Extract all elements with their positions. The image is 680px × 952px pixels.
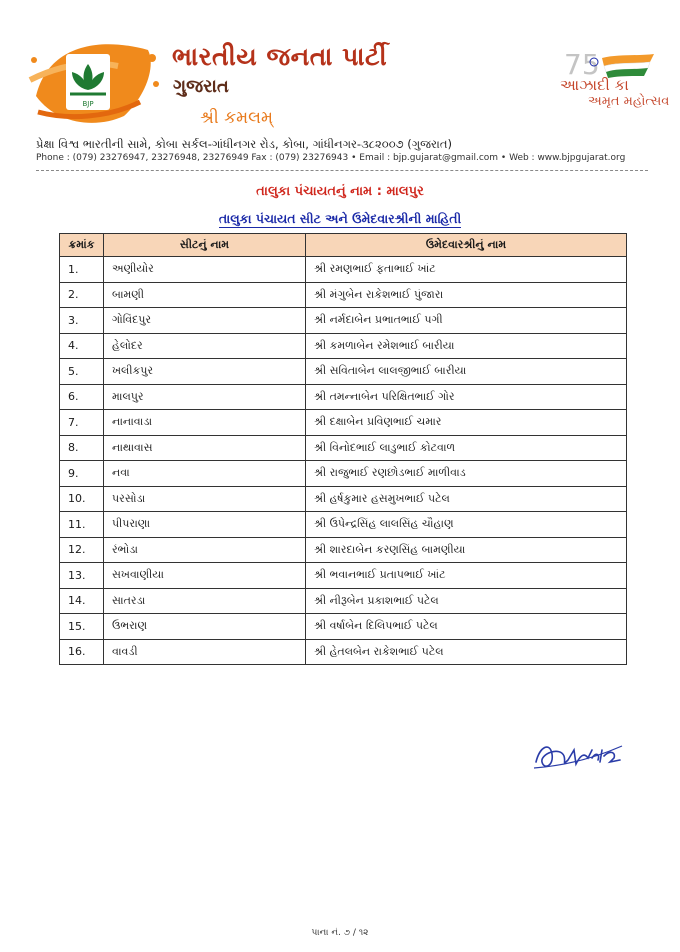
seat-name-cell: નાથાવાસ [104,435,306,461]
organization-name: ભારતીય જનતા પાર્ટી [172,42,388,71]
candidate-name-cell: શ્રી હર્ષકુમાર હસમુખભાઈ પટેલ [306,486,627,512]
table-row [60,486,627,512]
candidate-name-cell: શ્રી તમન્નાબેન પરિક્ષિતભાઈ ગોર [306,384,627,410]
table-row [60,639,627,665]
candidate-name-cell: શ્રી રાજુભાઈ રણછોડભાઈ માળીવાડ [306,461,627,487]
table-row [60,435,627,461]
seat-name-cell: સખવાણીયા [104,563,306,589]
seat-name-cell: વાવડી [104,639,306,665]
office-address: પ્રેક્ષા વિશ્વ ભારતીની સામે, કોબા સર્કલ-ગાંધીનગર રોડ, કોબા, ગાંધીનગર-૩૮૨૦૦૭ (ગુજરાત) [36,137,452,151]
table-row [60,359,627,385]
seat-name-cell: હેલોદર [104,333,306,359]
office-name: શ્રી કમલમ્ [200,108,273,128]
candidate-name-cell: શ્રી નર્મદાબેન પ્રભાતભાઈ પગી [306,308,627,334]
table-row [60,257,627,283]
table-row [60,537,627,563]
candidate-name-cell: શ્રી કમળાબેન રમેશભાઈ બારીયા [306,333,627,359]
table-row [60,512,627,538]
serial-cell: 5. [60,359,104,385]
azadi-line-2: અમૃત મહોત્સવ [588,94,670,109]
table-row [60,614,627,640]
serial-cell: 4. [60,333,104,359]
serial-cell: 1. [60,257,104,283]
table-row [60,588,627,614]
candidate-name-cell: શ્રી નીરૂબેન પ્રકાશભાઈ પટેલ [306,588,627,614]
column-header-seat: સીટનું નામ [104,234,306,257]
seat-name-cell: નાનાવાડા [104,410,306,436]
serial-cell: 15. [60,614,104,640]
serial-cell: 11. [60,512,104,538]
document-subtitle [0,211,680,227]
seat-name-cell: માલપુર [104,384,306,410]
seat-name-cell: પીપરાણા [104,512,306,538]
candidate-table [59,233,627,665]
candidate-name-cell: શ્રી મંગુબેન રાકેશભાઈ પુંજારા [306,282,627,308]
azadi-line-1: આઝાદી કા [560,76,629,94]
seat-name-cell: ગોવિંદપુર [104,308,306,334]
serial-cell: 9. [60,461,104,487]
document-title: તાલુકા પંચાયતનું નામ : માલપુર [256,184,424,199]
candidate-name-cell: શ્રી ભવાનભાઈ પ્રતાપભાઈ ખાંટ [306,563,627,589]
page-number: પાના નં. ૭ / ૧૨ [311,928,369,938]
table-row [60,333,627,359]
serial-cell: 2. [60,282,104,308]
column-header-candidate: ઉમેદવારશ્રીનું નામ [306,234,627,257]
candidate-name-cell: શ્રી હેતલબેન રાકેશભાઈ પટેલ [306,639,627,665]
svg-text:BJP: BJP [82,100,94,108]
table-row [60,282,627,308]
seat-name-cell: અણીયોર [104,257,306,283]
table-row [60,461,627,487]
header-divider [36,170,648,172]
serial-cell: 14. [60,588,104,614]
bjp-lotus-logo [28,36,160,130]
serial-cell: 12. [60,537,104,563]
contact-details: Phone : (079) 23276947, 23276948, 23276949 Fax : (079) 23276943 • Email : bjp.gujarat@gmail.com • Web : www.bjpgujarat.org [36,153,626,163]
seat-name-cell: પરસોડા [104,486,306,512]
seat-name-cell: રંભોડા [104,537,306,563]
candidate-name-cell: શ્રી વર્ષાબેન દિલિપભાઈ પટેલ [306,614,627,640]
seat-name-cell: ઉભરાણ [104,614,306,640]
letterhead [0,0,680,170]
candidate-name-cell: શ્રી વિનોદભાઈ લાડુભાઈ કોટવાળ [306,435,627,461]
state-name: ગુજરાત [173,76,229,97]
candidate-name-cell: શ્રી સવિતાબેન લાલજીભાઈ બારીયા [306,359,627,385]
table-row [60,563,627,589]
table-row [60,410,627,436]
seat-name-cell: ખલીકપુર [104,359,306,385]
column-header-serial: ક્રમાંક [60,234,104,257]
document-subtitle-text: તાલુકા પંચાયત સીટ અને ઉમેદવારશ્રીની માહિતી [218,211,462,226]
candidate-name-cell: શ્રી દક્ષાબેન પ્રવિણભાઈ ચમાર [306,410,627,436]
table-row [60,308,627,334]
serial-cell: 7. [60,410,104,436]
seat-name-cell: નવા [104,461,306,487]
seat-name-cell: સાતરડા [104,588,306,614]
candidate-name-cell: શ્રી શારદાબેન કરણસિંહ બામણીયા [306,537,627,563]
serial-cell: 8. [60,435,104,461]
candidate-name-cell: શ્રી ઉપેન્દ્રસિંહ લાલસિંહ ચૌહાણ [306,512,627,538]
serial-cell: 6. [60,384,104,410]
table-row [60,384,627,410]
serial-cell: 10. [60,486,104,512]
seat-name-cell: બામણી [104,282,306,308]
serial-cell: 16. [60,639,104,665]
table-header-row [60,234,627,257]
signature [530,732,626,776]
candidate-name-cell: શ્રી રમણભાઈ ફતાભાઈ ખાંટ [306,257,627,283]
svg-text:75: 75 [564,48,600,81]
serial-cell: 13. [60,563,104,589]
serial-cell: 3. [60,308,104,334]
